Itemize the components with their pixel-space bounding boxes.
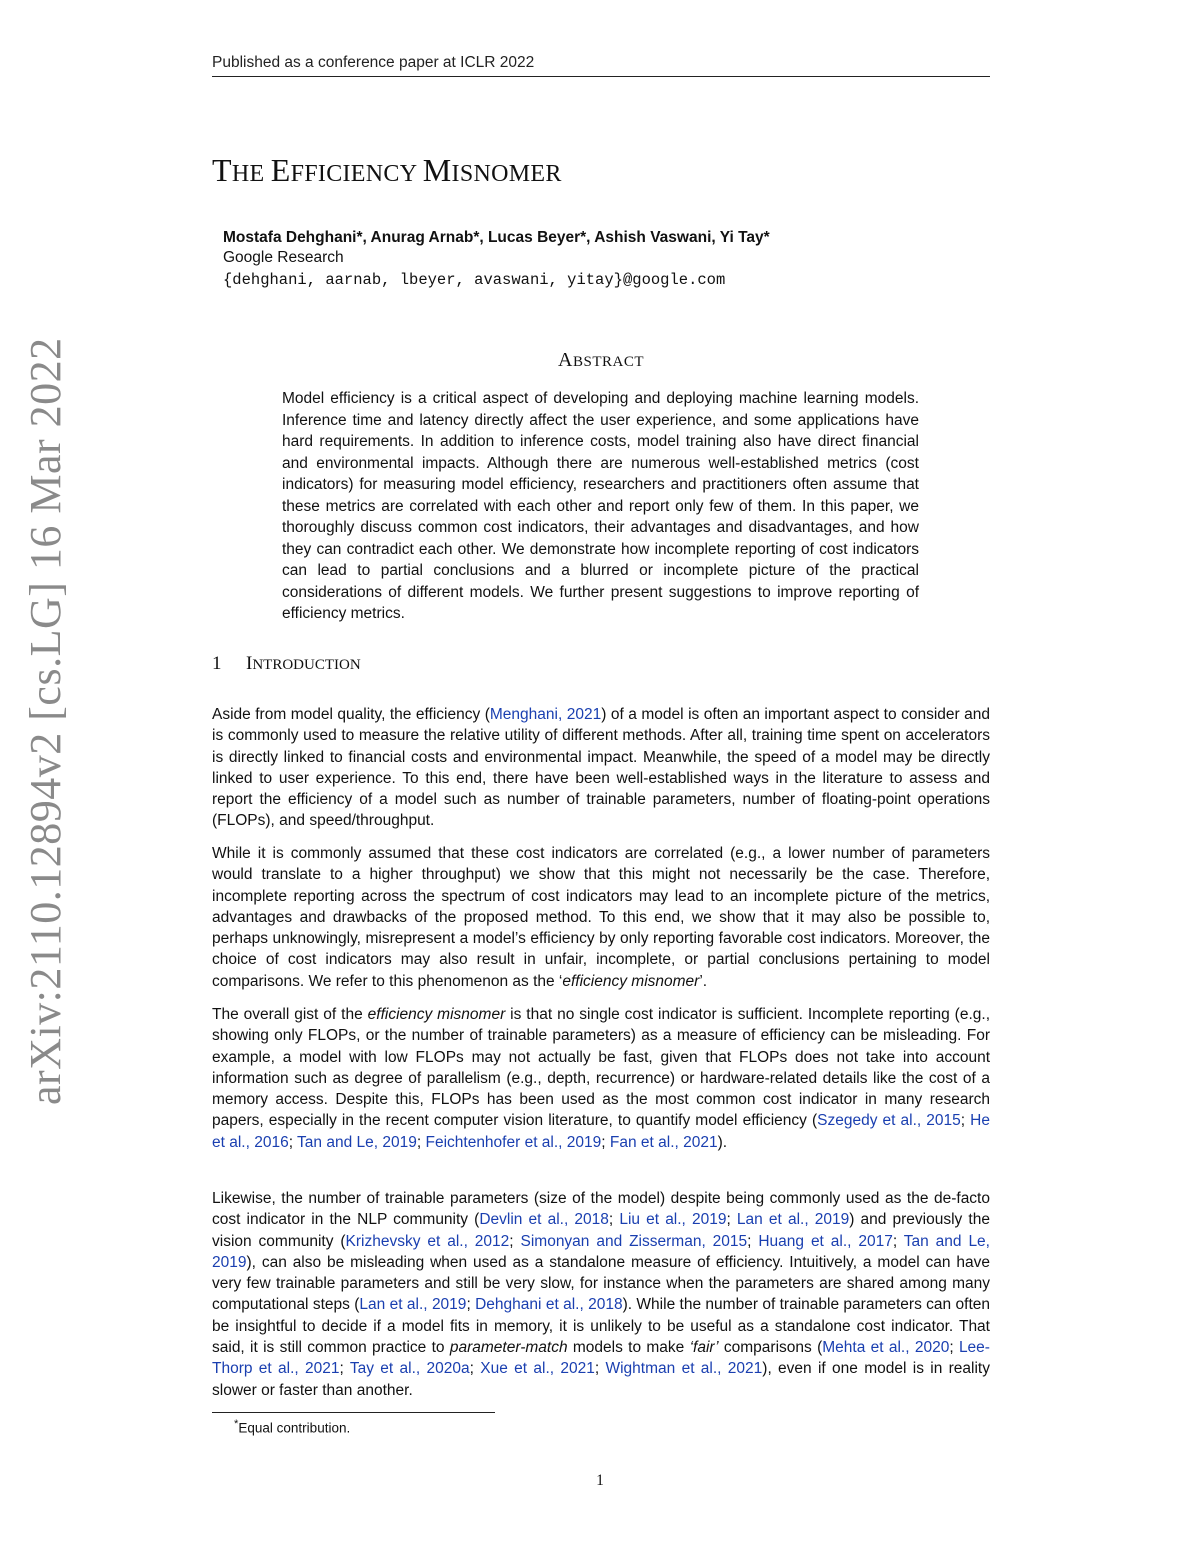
citation-link[interactable]: Liu et al., 2019 — [619, 1211, 727, 1229]
separator: ; — [949, 1339, 959, 1357]
footnote — [234, 1418, 350, 1436]
citation-link[interactable]: Tan and Le, 2019 — [297, 1133, 417, 1151]
separator: ; — [601, 1133, 610, 1151]
separator: ; — [608, 1211, 620, 1229]
heading-part: NTRODUCTION — [252, 657, 361, 673]
header-rule — [212, 76, 990, 77]
text-run: ) of a model is often an important aspect to consider and is commonly used to measure the relative utility of different methods. After all, training time spent on accelerators is directly linked to financial costs and environmental impact. Meanwhile, the speed of a model may be directly linked to user experience. To this end, there have been well-established ways in the literature to assess and report the efficiency of a model such as number of trainable parameters, number of floating-point operations (FLOPs), and speed/throughput. — [212, 706, 991, 830]
separator: ; — [892, 1232, 904, 1250]
separator: ; — [466, 1296, 476, 1314]
citation-link[interactable]: Mehta et al., 2020 — [822, 1339, 950, 1357]
citation-link[interactable]: Tay et al., 2020a — [349, 1360, 470, 1378]
separator: ; — [960, 1112, 971, 1130]
separator: ; — [594, 1360, 606, 1378]
title-part: FFICIENCY — [290, 161, 423, 187]
text-run: Likewise, the number of trainable parameters (size of the model) despite being commonly used as the de-facto cost indicator in the NLP community ( — [212, 1190, 990, 1229]
abstract-text: Model efficiency is a critical aspect of developing and deploying machine learning models. Inference time and latency directly affect the user experience, and some applications have hard requirements. In addition to inference costs, model training also have direct financial and environmental impacts. Although there are numerous well-established metrics (cost indicators) for measuring model efficiency, researchers and practitioners often assume that these metrics are correlated with each other and report only few of them. In this paper, we thoroughly discuss common cost indicators, their advantages and disadvantages, and how they can contradict each other. We demonstrate how incomplete reporting of cost indicators can lead to partial conclusions and a blurred or incomplete picture of the practical considerations of different models. We further present suggestions to improve reporting of efficiency metrics. — [282, 390, 919, 622]
separator: ; — [509, 1232, 521, 1250]
title-part: E — [270, 152, 291, 188]
text-run: ’. — [699, 972, 708, 990]
affiliation: Google Research — [223, 249, 344, 266]
citation-link[interactable]: Xue et al., 2021 — [480, 1360, 595, 1378]
author-list: Mostafa Dehghani*, Anurag Arnab*, Lucas Beyer*, Ashish Vaswani, Yi Tay* — [223, 229, 770, 246]
citation-link[interactable]: Krizhevsky et al., 2012 — [345, 1232, 510, 1250]
separator: ; — [288, 1133, 298, 1151]
citation-link[interactable]: Tan and Le, 2019 — [212, 1232, 990, 1271]
citation-link[interactable]: Feichtenhofer et al., 2019 — [425, 1133, 602, 1151]
footnote-rule — [212, 1412, 495, 1413]
separator: ; — [726, 1211, 737, 1229]
text-run: models to make — [567, 1339, 690, 1357]
heading-part: I — [246, 653, 253, 674]
text-run: ). While the number of trainable parameters can often be insightful to decide if a model fits in memory, it is unlikely to be useful as a standalone cost indicator. That said, it is still common practice to — [212, 1296, 990, 1357]
footnote-mark: * — [234, 1418, 239, 1430]
text-run: While it is commonly assumed that these cost indicators are correlated (e.g., a lower number of parameters would translate to a higher throughput) we show that this might not necessarily be the case. Therefore, incomplete reporting across the spectrum of cost indicators may lead to an incomplete picture of the metrics, advantages and drawbacks of the proposed method. To this end, we show that it may also be possible to, perhaps unknowingly, misrepresent a model’s efficiency by only reporting favorable cost indicators. Moreover, the choice of cost indicators may also result in unfair, incomplete, or partial conclusions pertaining to model comparisons. We refer to this phenomenon as the ‘ — [212, 845, 990, 990]
citation-link[interactable]: Dehghani et al., 2018 — [475, 1296, 623, 1314]
separator: ; — [339, 1360, 350, 1378]
text-run: The overall gist of the — [212, 1006, 368, 1023]
paragraph — [212, 843, 990, 992]
title-part: HE — [231, 161, 271, 187]
text-run: ), can also be misleading when used as a standalone measure of efficiency. Intuitively, a model can have very few trainable parameters and still be very slow, for instance when the parameters are shared among many computational steps ( — [212, 1253, 990, 1314]
citation-link[interactable]: Lee-Thorp et al., 2021 — [212, 1339, 990, 1378]
separator: ; — [747, 1232, 759, 1250]
footnote-text: Equal contribution. — [238, 1420, 351, 1436]
separator: ; — [416, 1133, 426, 1151]
citation-link[interactable]: He et al., 2016 — [212, 1112, 990, 1151]
citation-link[interactable]: Lan et al., 2019 — [736, 1211, 850, 1229]
title-part: ISNOMER — [451, 161, 562, 187]
text-run: Aside from model quality, the efficiency ( — [212, 706, 490, 723]
citation-link[interactable]: Szegedy et al., 2015 — [817, 1112, 961, 1130]
text-run: ), even if one model is in reality slower or faster than another. — [212, 1360, 990, 1399]
paragraph — [212, 1004, 990, 1153]
heading-part: A — [558, 349, 573, 371]
text-run: is that no single cost indicator is sufficient. Incomplete reporting (e.g., showing only FLOPs, or the number of trainable parameters) as a measure of efficiency can be misleading. For example, a model with low FLOPs may not actually be fast, given that FLOPs does not take into account information such as degree of parallelism (e.g., depth, recurrence) or hardware-related details like the cost of a memory access. Despite this, FLOPs has been used as the most common cost indicator in many research papers, especially in the recent computer vision literature, to quantify model efficiency ( — [212, 1006, 991, 1130]
emphasis: efficiency misnomer — [562, 972, 700, 990]
paragraph — [212, 1188, 990, 1401]
author-emails: {dehghani, aarnab, lbeyer, avaswani, yitay}@google.com — [223, 271, 726, 289]
paragraph — [212, 704, 990, 832]
text-run: ). — [717, 1133, 728, 1151]
citation-link[interactable]: Devlin et al., 2018 — [479, 1211, 609, 1229]
separator: ; — [469, 1360, 481, 1378]
abstract-heading — [212, 349, 990, 372]
page-number: 1 — [596, 1472, 604, 1489]
section-number: 1 — [212, 653, 222, 674]
emphasis: parameter-match — [449, 1339, 568, 1357]
citation-link[interactable]: Huang et al., 2017 — [758, 1232, 893, 1250]
text-run: comparisons ( — [718, 1339, 823, 1357]
text-run: ) and previously the vision community ( — [212, 1211, 990, 1250]
running-head: Published as a conference paper at ICLR 2022 — [212, 54, 535, 71]
citation-link[interactable]: Wightman et al., 2021 — [605, 1360, 763, 1378]
citation-link[interactable]: Menghani, 2021 — [489, 706, 602, 723]
citation-link[interactable]: Lan et al., 2019 — [359, 1296, 467, 1314]
emphasis: efficiency misnomer — [367, 1006, 506, 1023]
arxiv-identifier: arXiv:2110.12894v2 [cs.LG] 16 Mar 2022 — [21, 337, 70, 1105]
citation-link[interactable]: Simonyan and Zisserman, 2015 — [520, 1232, 748, 1250]
section-heading — [212, 653, 361, 675]
heading-part: BSTRACT — [572, 354, 644, 370]
title-part: M — [422, 152, 452, 188]
title-part: T — [212, 152, 232, 188]
citation-link[interactable]: Fan et al., 2021 — [609, 1133, 718, 1151]
emphasis: ‘fair’ — [689, 1339, 719, 1357]
paper-title — [212, 152, 562, 189]
